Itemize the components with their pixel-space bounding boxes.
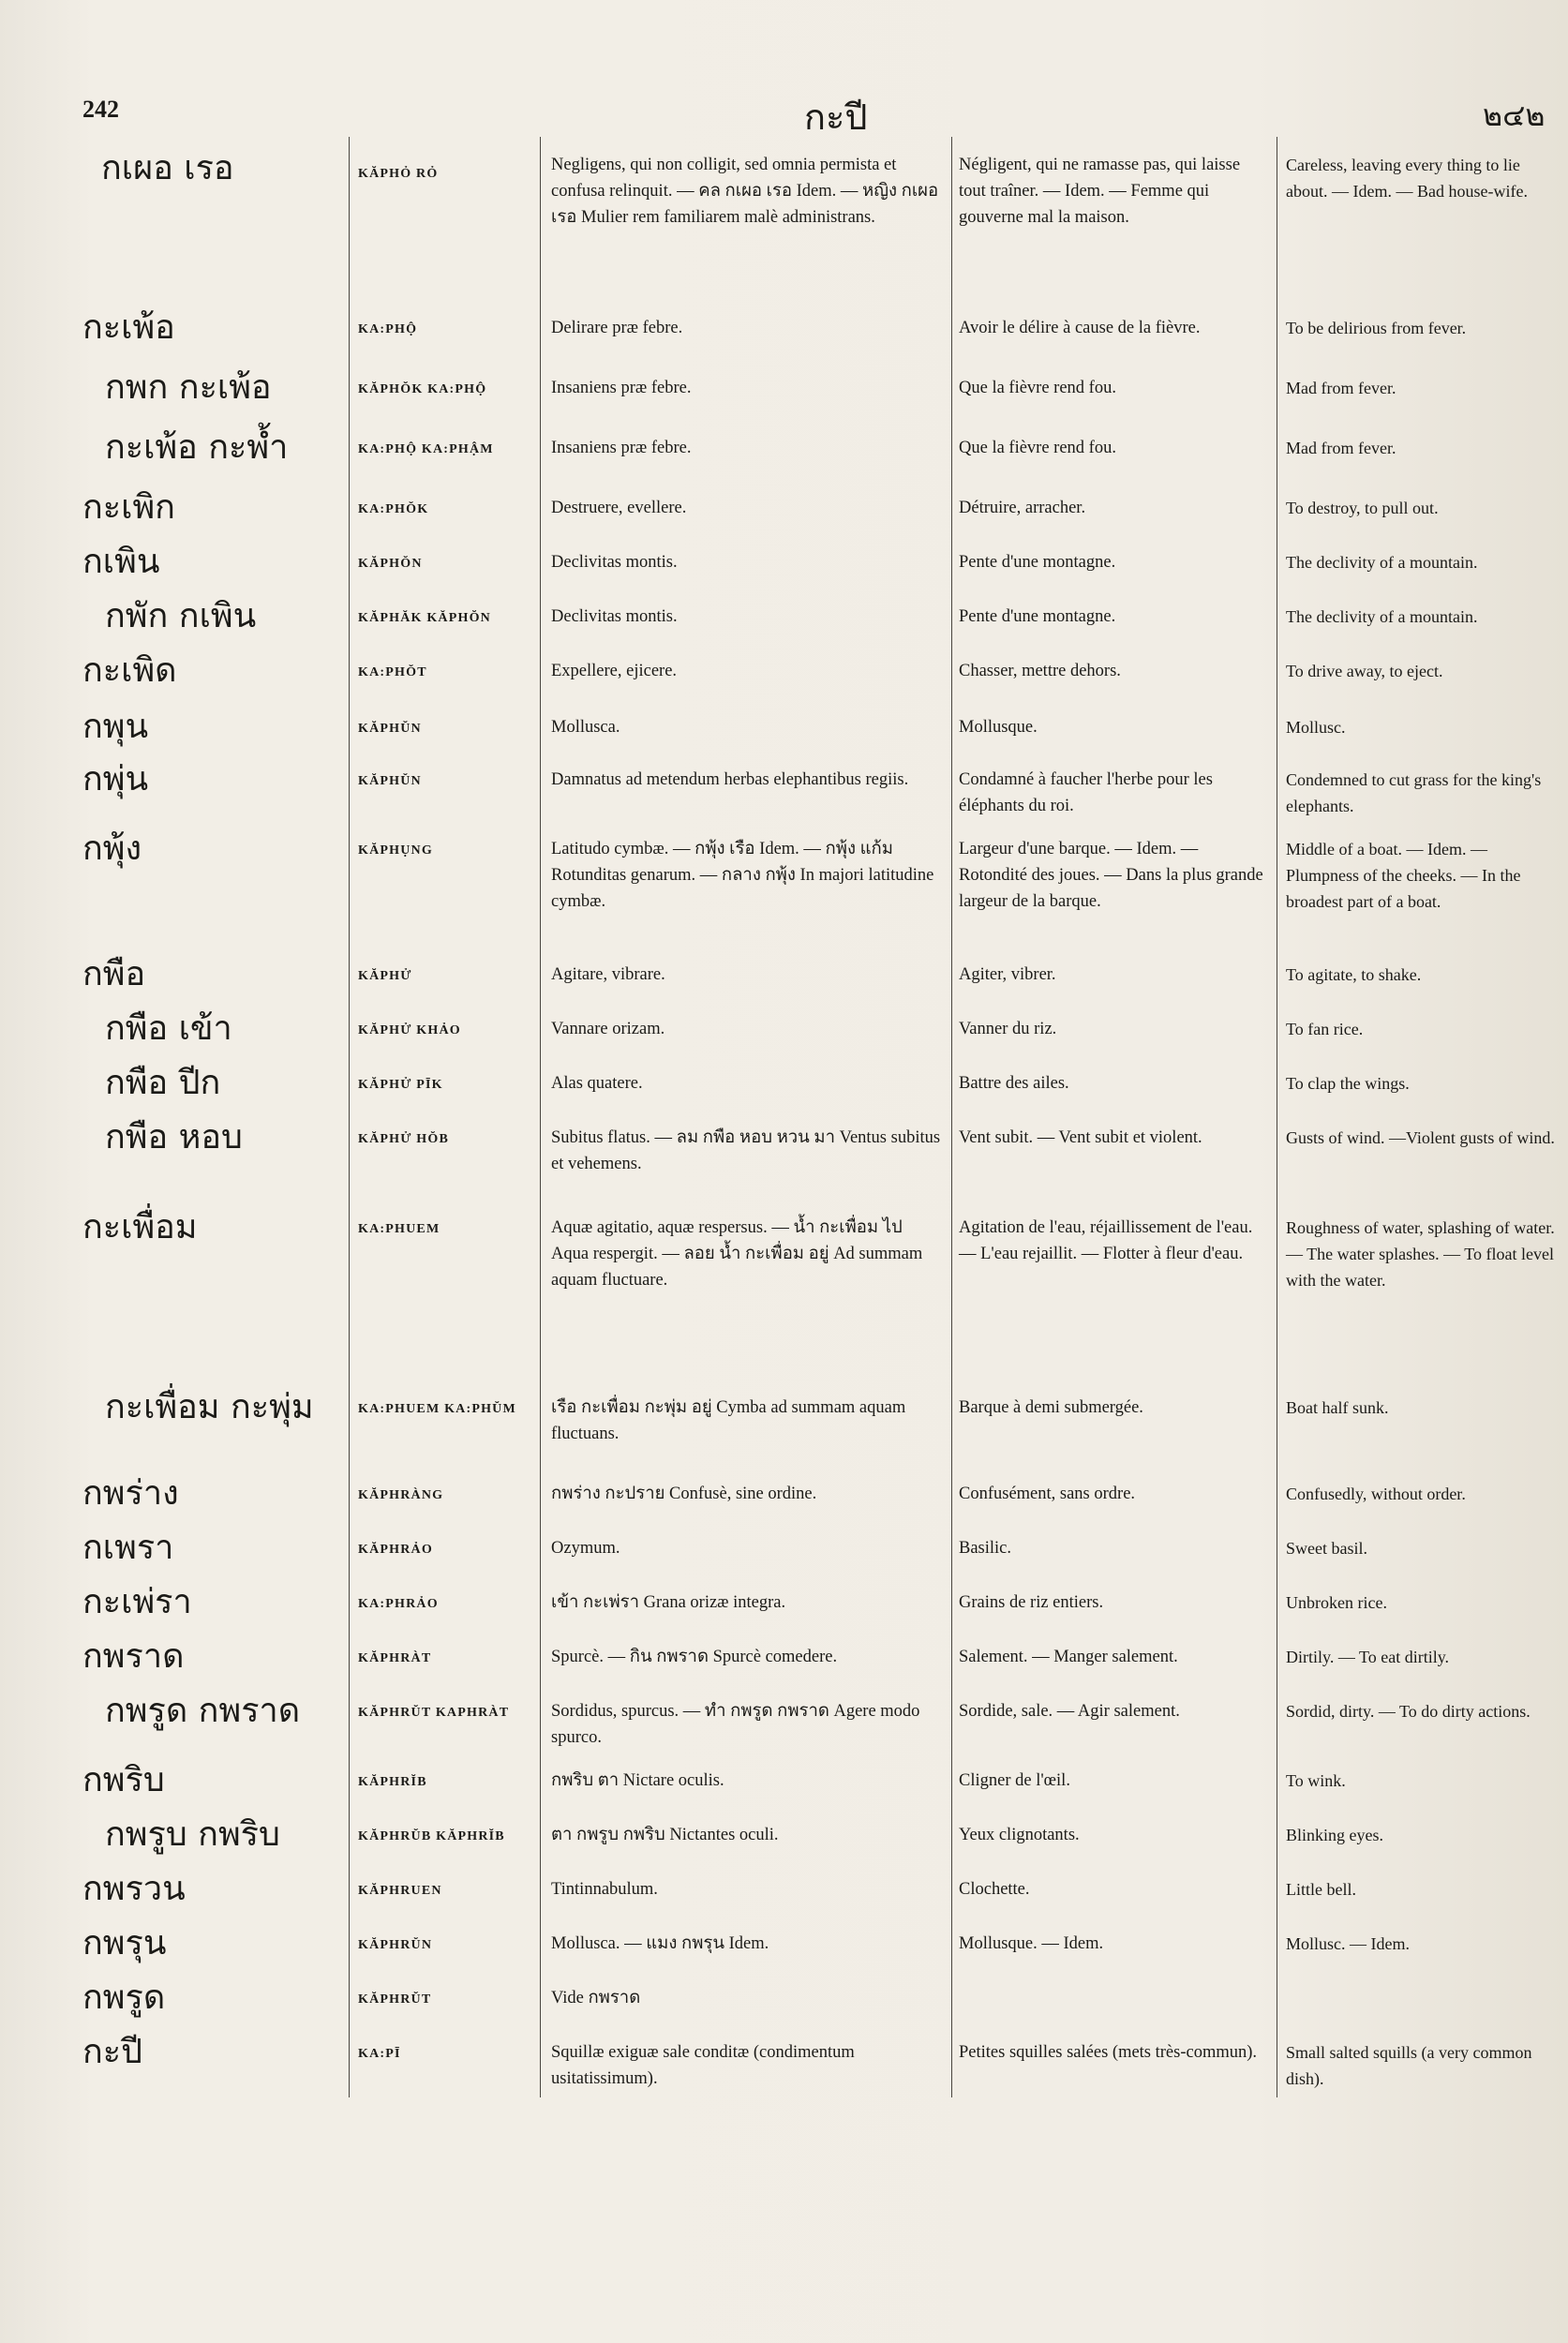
transliteration: KA:PĪ [358,2047,401,2061]
latin-definition: Subitus flatus. — ลม กพือ หอบ หวน มา Ventus subitus et vehemens. [551,1128,941,1173]
french-definition: Barque à demi submergée. [959,1398,1143,1417]
french-definition: Avoir le délire à cause de la fièvre. [959,319,1201,337]
transliteration: KĂPHŬN [358,774,422,788]
transliteration: KĂPHŎK KA:PHỘ [358,382,487,396]
thai-headword: กะปี [82,2033,142,2071]
latin-definition: Ozymum. [551,1539,620,1558]
english-definition: Small salted squills (a very common dish). [1286,2043,1532,2088]
english-definition: Blinking eyes. [1286,1826,1383,1844]
french-definition: Largeur d'une barque. — Idem. — Rotondité des joues. — Dans la plus grande largeur de la barque. [959,840,1263,911]
english-definition: Gusts of wind. —Violent gusts of wind. [1286,1128,1555,1147]
thai-headword: กพุน [82,708,149,746]
transliteration: KĂPHỎ RỎ [358,167,439,181]
thai-headword: กพือ ปีก [105,1064,221,1102]
french-definition: Grains de riz entiers. [959,1593,1104,1612]
english-definition: Mollusc. [1286,718,1346,737]
french-definition: Cligner de l'œil. [959,1771,1070,1790]
latin-definition: Mollusca. — แมง กพรุน Idem. [551,1934,769,1953]
transliteration: KA:PHŎT [358,665,427,679]
french-definition: Condamné à faucher l'herbe pour les éléphants du roi. [959,770,1213,815]
latin-definition: Damnatus ad metendum herbas elephantibus regiis. [551,770,909,789]
english-definition: Sweet basil. [1286,1539,1367,1558]
transliteration: KA:PHŎK [358,502,429,516]
transliteration: KĂPHRÀT [358,1651,432,1665]
latin-definition: Squillæ exiguæ sale conditæ (condimentum usitatissimum). [551,2043,855,2088]
transliteration: KĂPHRÀNG [358,1488,444,1502]
transliteration: KĂPHRŬB KĂPHRĬB [358,1829,505,1843]
column-divider [540,137,541,2097]
french-definition: Négligent, qui ne ramasse pas, qui laisse tout traîner. — Idem. — Femme qui gouverne mal la maison. [959,156,1241,227]
french-definition: Yeux clignotants. [959,1826,1080,1844]
transliteration: KĂPHRŬT KAPHRÀT [358,1706,510,1720]
latin-definition: Latitudo cymbæ. — กพุ้ง เรือ Idem. — กพุ้ง แก้ม Rotunditas genarum. — กลาง กพุ้ง In majori latitudine cymbæ. [551,840,934,911]
latin-definition: ตา กพรูบ กพริบ Nictantes oculi. [551,1826,779,1844]
transliteration: KĂPHỬ HŎB [358,1132,450,1146]
latin-definition: Spurcè. — กิน กพราด Spurcè comedere. [551,1648,838,1666]
french-definition: Agitation de l'eau, réjaillissement de l'eau. — L'eau rejaillit. — Flotter à fleur d'eau. [959,1218,1253,1263]
latin-definition: Declivitas montis. [551,553,678,572]
english-definition: To clap the wings. [1286,1074,1410,1093]
english-definition: The declivity of a mountain. [1286,553,1478,572]
transliteration: KĂPHỬ PĪK [358,1078,443,1092]
french-definition: Basilic. [959,1539,1012,1558]
transliteration: KA:PHỘ KA:PHẬM [358,442,494,456]
transliteration: KĂPHRŬT [358,1992,432,2007]
thai-headword: กพรวน [82,1870,186,1908]
latin-definition: Agitare, vibrare. [551,965,665,984]
english-definition: Mollusc. — Idem. [1286,1934,1410,1953]
latin-definition: Mollusca. [551,718,620,737]
thai-headword: กพือ หอบ [105,1118,243,1157]
thai-headword: กเพรา [82,1529,174,1567]
thai-headword: กพร่าง [82,1474,179,1513]
thai-headword: กเพิน [82,543,160,581]
thai-headword: กพก กะเพ้อ [105,368,272,407]
english-definition: To drive away, to eject. [1286,662,1443,680]
thai-headword: กพรุน [82,1924,167,1962]
english-definition: To agitate, to shake. [1286,965,1422,984]
transliteration: KA:PHRẢO [358,1597,439,1611]
thai-headword: กพัก กเพิน [105,597,257,635]
french-definition: Sordide, sale. — Agir salement. [959,1702,1180,1721]
latin-definition: Sordidus, spurcus. — ทำ กพรูด กพราด Agere modo spurco. [551,1702,920,1747]
thai-headword: กะเพื่อม [82,1208,198,1246]
english-definition: To be delirious from fever. [1286,319,1467,337]
latin-definition: Expellere, ejicere. [551,662,678,680]
latin-definition: Alas quatere. [551,1074,643,1093]
english-definition: Boat half sunk. [1286,1398,1389,1417]
thai-headword: กพือ เข้า [105,1009,232,1048]
thai-headword: กพือ [82,955,146,993]
transliteration: KĂPHŬN [358,722,422,736]
french-definition: Battre des ailes. [959,1074,1069,1093]
transliteration: KĂPHỬ KHẢO [358,1023,461,1037]
latin-definition: Tintinnabulum. [551,1880,658,1899]
english-definition: Sordid, dirty. — To do dirty actions. [1286,1702,1531,1721]
transliteration: KĂPHRẢO [358,1543,433,1557]
latin-definition: Insaniens præ febre. [551,439,692,457]
latin-definition: Vide กพราด [551,1989,641,2007]
french-definition: Vent subit. — Vent subit et violent. [959,1128,1202,1147]
english-definition: To destroy, to pull out. [1286,499,1439,517]
transliteration: KĂPHRUEN [358,1884,442,1898]
french-definition: Pente d'une montagne. [959,607,1116,626]
latin-definition: กพริบ ตา Nictare oculis. [551,1771,724,1790]
thai-headword: กพราด [82,1637,185,1676]
english-definition: Careless, leaving every thing to lie about. — Idem. — Bad house-wife. [1286,156,1528,201]
english-definition: Unbroken rice. [1286,1593,1387,1612]
english-definition: Mad from fever. [1286,439,1396,457]
latin-definition: เรือ กะเพื่อม กะพุ่ม อยู่ Cymba ad summam aquam fluctuans. [551,1398,906,1443]
latin-definition: Destruere, evellere. [551,499,687,517]
latin-definition: กพร่าง กะปราย Confusè, sine ordine. [551,1485,817,1503]
transliteration: KĂPHŎN [358,557,423,571]
french-definition: Agiter, vibrer. [959,965,1056,984]
english-definition: Little bell. [1286,1880,1356,1899]
column-divider [349,137,350,2097]
page-number-thai: ๒๔๒ [1483,98,1546,132]
french-definition: Détruire, arracher. [959,499,1086,517]
transliteration: KA:PHUEM KA:PHŬM [358,1402,516,1416]
transliteration: KĂPHĂK KĂPHŎN [358,611,491,625]
latin-definition: Negligens, qui non colligit, sed omnia permista et confusa relinquit. — คล กเผอ เรอ Idem. — หญิง กเผอ เรอ Mulier rem familiarem malè administrans. [551,156,939,227]
thai-headword: กพุ้ง [82,829,142,868]
english-definition: Condemned to cut grass for the king's elephants. [1286,770,1542,815]
guide-word: กะปี [804,98,868,138]
thai-headword: กะเพิด [82,651,177,690]
latin-definition: Vannare orizam. [551,1020,665,1038]
page-number: 242 [82,96,119,123]
transliteration: KA:PHUEM [358,1222,441,1236]
thai-headword: กพุ่น [82,760,149,798]
french-definition: Que la fièvre rend fou. [959,439,1116,457]
french-definition: Petites squilles salées (mets très-commun). [959,2043,1258,2062]
thai-headword: กะเพื่อม กะพุ่ม [105,1388,314,1426]
thai-headword: กพรูบ กพริบ [105,1815,280,1854]
thai-headword: กพริบ [82,1761,165,1799]
transliteration: KĂPHỬ [358,969,412,983]
english-definition: The declivity of a mountain. [1286,607,1478,626]
thai-headword: กเผอ เรอ [101,149,234,187]
latin-definition: Insaniens præ febre. [551,379,692,397]
latin-definition: เข้า กะเพ่รา Grana orizæ integra. [551,1593,786,1612]
thai-headword: กะเพ้อ กะพ้ำ [105,428,289,467]
french-definition: Chasser, mettre dehors. [959,662,1121,680]
transliteration: KĂPHRĬB [358,1775,427,1789]
french-definition: Vanner du riz. [959,1020,1057,1038]
english-definition: To fan rice. [1286,1020,1364,1038]
column-divider [951,137,952,2097]
french-definition: Mollusque. [959,718,1038,737]
thai-headword: กะเพิก [82,488,175,527]
transliteration: KĂPHRŬN [358,1938,433,1952]
french-definition: Que la fièvre rend fou. [959,379,1116,397]
french-definition: Clochette. [959,1880,1030,1899]
transliteration: KA:PHỘ [358,322,418,336]
thai-headword: กะเพ่รา [82,1583,192,1621]
english-definition: Dirtily. — To eat dirtily. [1286,1648,1450,1666]
transliteration: KĂPHỤNG [358,843,433,858]
english-definition: Roughness of water, splashing of water. — The water splashes. — To float level with the water. [1286,1218,1555,1290]
latin-definition: Declivitas montis. [551,607,678,626]
english-definition: Middle of a boat. — Idem. — Plumpness of the cheeks. — In the broadest part of a boat. [1286,840,1521,911]
english-definition: To wink. [1286,1771,1346,1790]
latin-definition: Delirare præ febre. [551,319,683,337]
english-definition: Confusedly, without order. [1286,1485,1466,1503]
thai-headword: กพรูด [82,1978,166,2017]
thai-headword: กะเพ้อ [82,308,175,347]
french-definition: Pente d'une montagne. [959,553,1116,572]
thai-headword: กพรูด กพราด [105,1692,301,1730]
french-definition: Confusément, sans ordre. [959,1485,1136,1503]
french-definition: Salement. — Manger salement. [959,1648,1178,1666]
english-definition: Mad from fever. [1286,379,1396,397]
french-definition: Mollusque. — Idem. [959,1934,1104,1953]
latin-definition: Aquæ agitatio, aquæ respersus. — น้ำ กะเพื่อม ไป Aqua respergit. — ลอย น้ำ กะเพื่อม อยู่ Ad summam aquam fluctuare. [551,1218,923,1290]
